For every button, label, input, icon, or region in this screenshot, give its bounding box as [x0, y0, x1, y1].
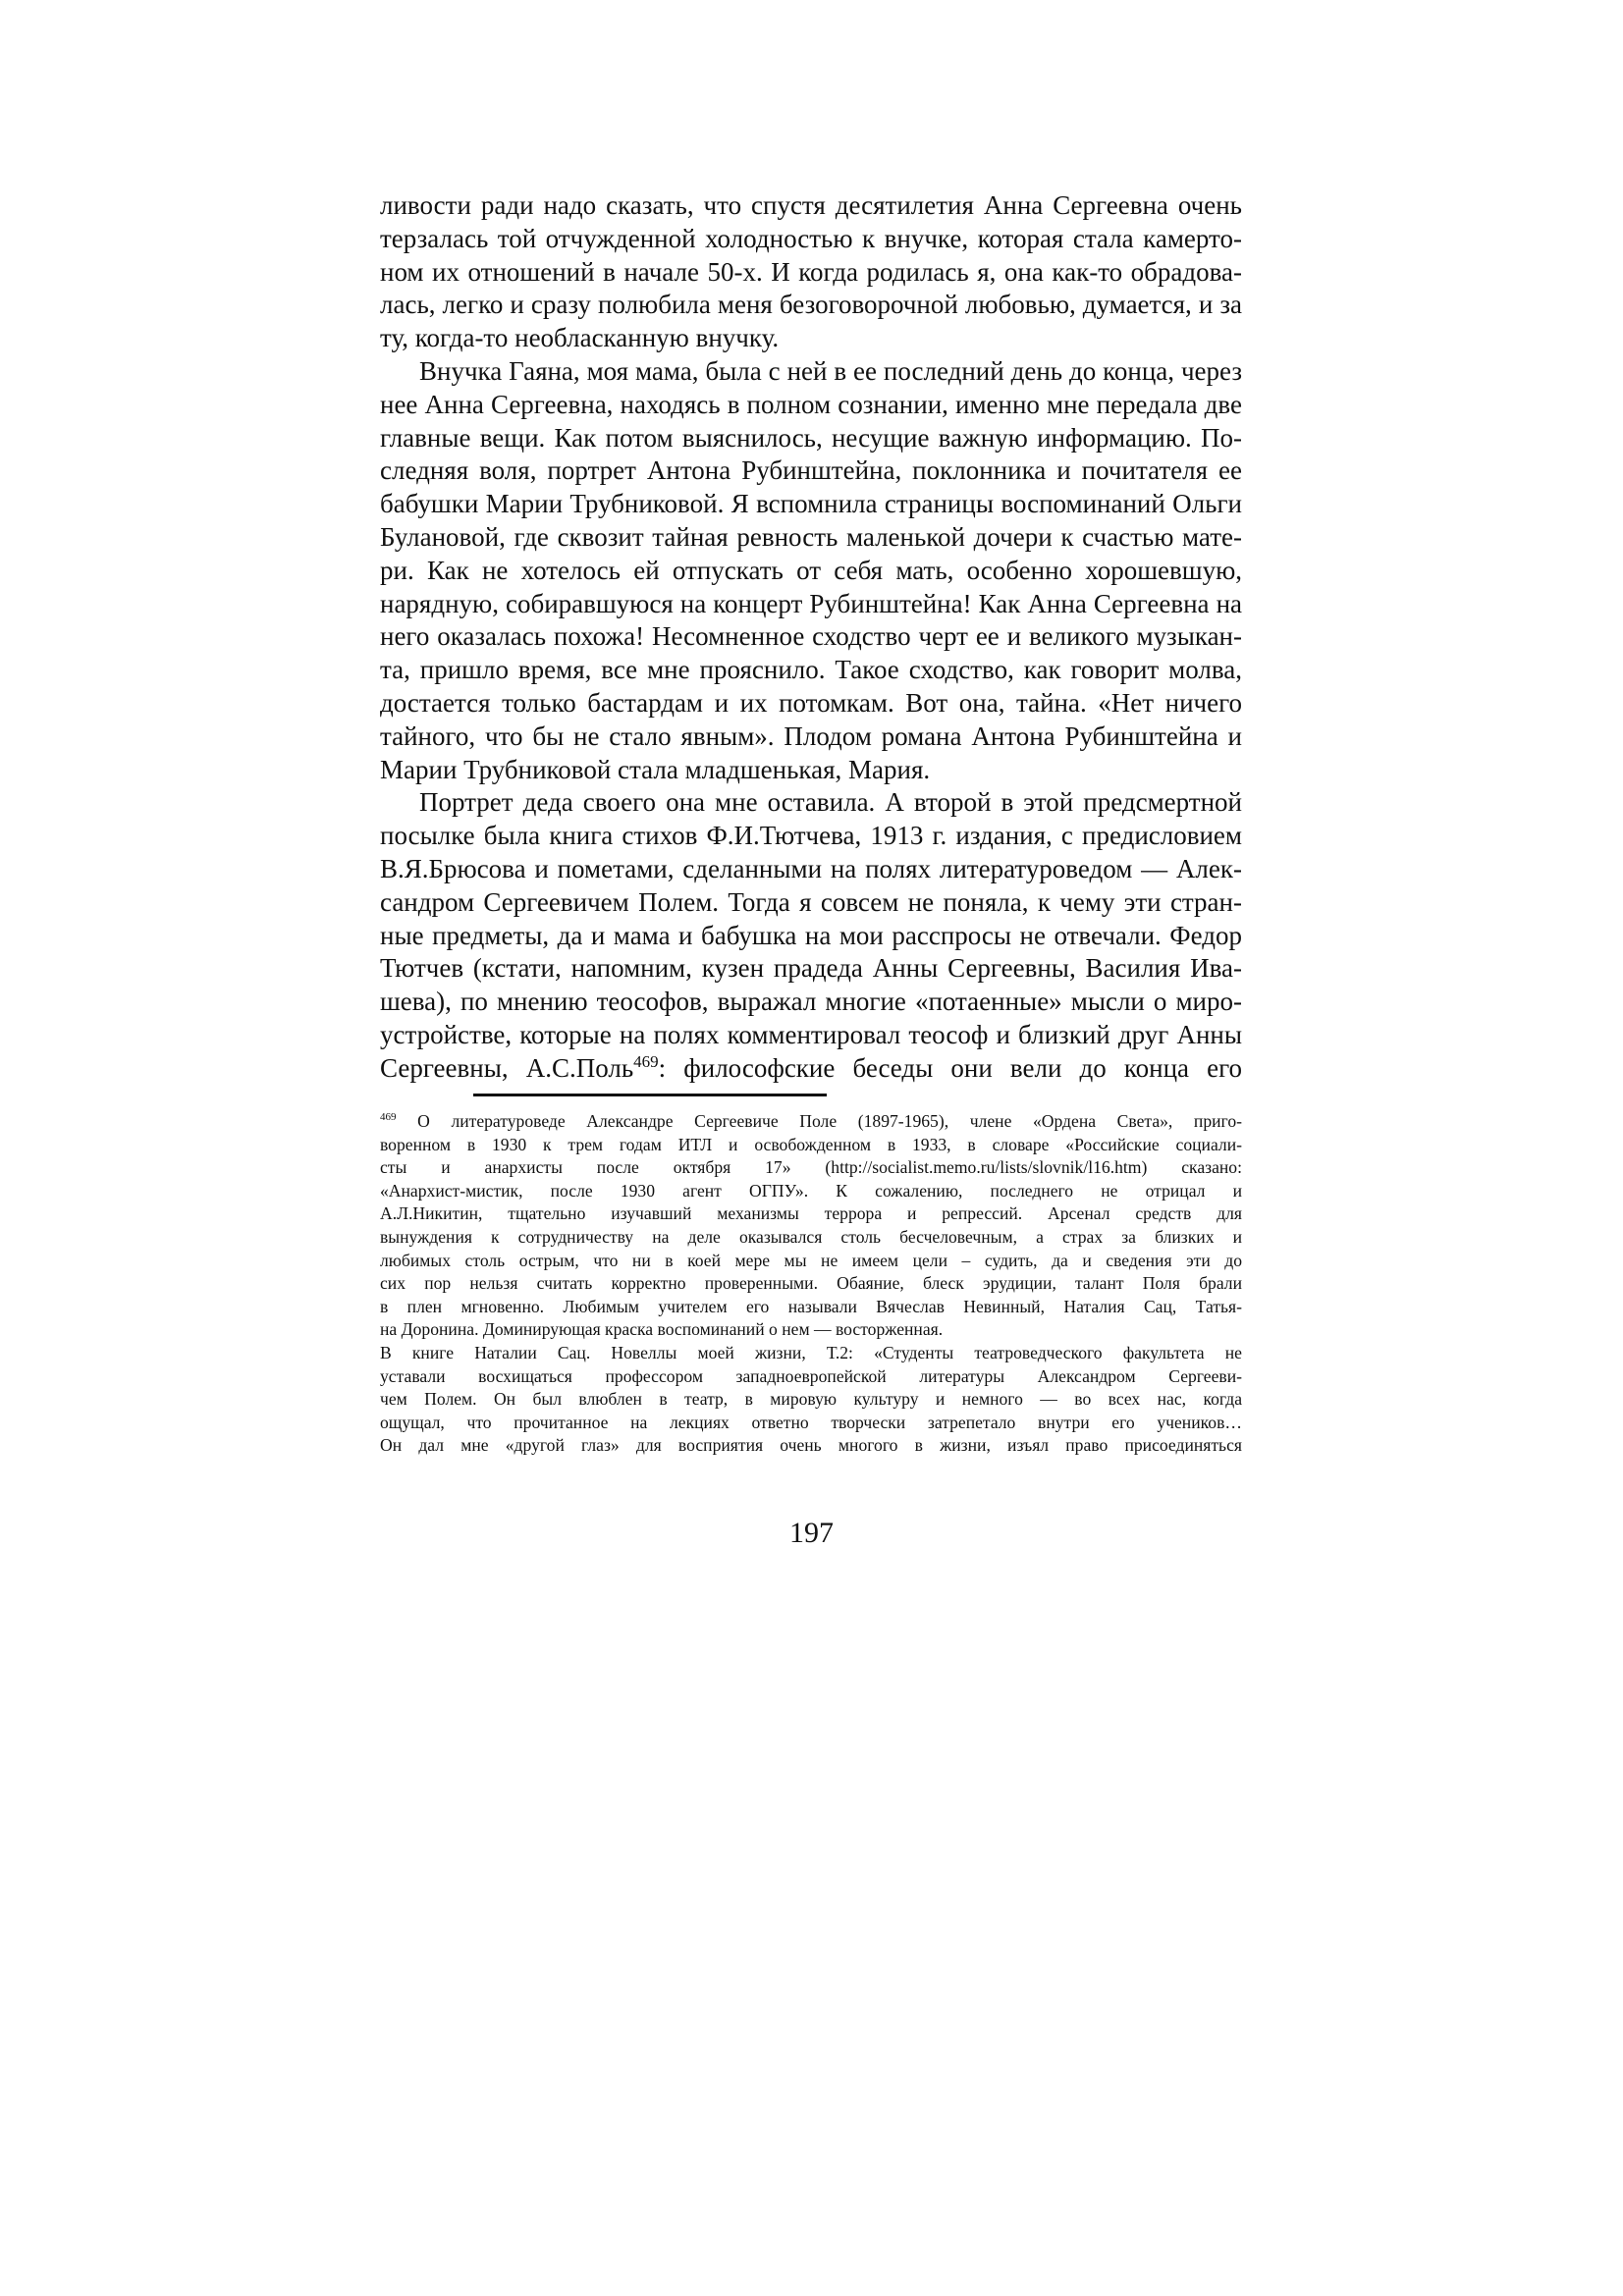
- text-line: [380, 1052, 1242, 1086]
- footnote-line: любимых столь острым, что ни в коей мере мы не имеем цели – судить, да и сведения эти до: [380, 1250, 1242, 1270]
- footnote-line: сих пор нельзя считать корректно проверенными. Обаяние, блеск эрудиции, талант Поля брали: [380, 1273, 1242, 1294]
- text-line: лась, легко и сразу полюбила меня безоговорочной любовью, думается, и за: [380, 290, 1242, 320]
- footnotes: [380, 1110, 1242, 1458]
- text-line: посылке была книга стихов Ф.И.Тютчева, 1913 г. издания, с предисловием: [380, 821, 1242, 851]
- text-line: Марии Трубниковой стала младшенькая, Мария.: [380, 754, 931, 784]
- footnote-line: вынуждения к сотрудничеству на деле оказывался столь бесчеловечным, а страх за близких и: [380, 1226, 1242, 1247]
- text-line: шева), по мнению теософов, выражал многие «потаенные» мысли о миро-: [380, 987, 1242, 1017]
- text-line: устройстве, которые на полях комментировал теософ и близкий друг Анны: [380, 1019, 1242, 1049]
- footnote-text: О литературоведе Александре Сергеевиче Поле (1897-1965), члене «Ордена Света», приго-: [396, 1111, 1242, 1131]
- footnote-line: А.Л.Никитин, тщательно изучавший механизмы террора и репрессий. Арсенал средств для: [380, 1203, 1242, 1224]
- text-line: та, пришло время, все мне прояснило. Такое сходство, как говорит молва,: [380, 655, 1242, 685]
- text-line: бабушки Марии Трубниковой. Я вспомнила страницы воспоминаний Ольги: [380, 489, 1242, 519]
- text-fragment: : философские беседы они вели до конца его: [658, 1052, 1242, 1083]
- text-line: ном их отношений в начале 50-х. И когда родилась я, она как-то обрадова-: [380, 256, 1242, 287]
- text-line: Тютчев (кстати, напомним, кузен прадеда Анны Сергеевны, Василия Ива-: [380, 953, 1242, 984]
- text-line: главные вещи. Как потом выяснилось, несущие важную информацию. По-: [380, 422, 1242, 453]
- text-line: него оказалась похожа! Несомненное сходство черт ее и великого музыкан-: [380, 621, 1242, 652]
- text-line: тайного, что бы не стало явным». Плодом романа Антона Рубинштейна и: [380, 721, 1242, 751]
- footnote-line: сты и анархисты после октября 17» (http://socialist.memo.ru/lists/slovnik/l16.htm) сказано:: [380, 1157, 1242, 1178]
- text-line: ливости ради надо сказать, что спустя десятилетия Анна Сергеевна очень: [380, 190, 1242, 220]
- footnote-line: на Доронина. Доминирующая краска воспоминаний о нем — восторженная.: [380, 1319, 944, 1340]
- text-line: нарядную, собиравшуюся на концерт Рубинштейна! Как Анна Сергеевна на: [380, 588, 1242, 618]
- text-line: Булановой, где сквозит тайная ревность маленькой дочери к счастью мате-: [380, 521, 1242, 552]
- paragraph-3: [380, 786, 1242, 1085]
- footnote-line: чем Полем. Он был влюблен в театр, в мировую культуру и немного — во всех нас, когда: [380, 1389, 1242, 1410]
- page-number: 197: [789, 1517, 834, 1549]
- footnote-line: [380, 1110, 1242, 1134]
- text-line: достается только бастардам и их потомкам. Вот она, тайна. «Нет ничего: [380, 687, 1242, 718]
- text-line: нее Анна Сергеевна, находясь в полном сознании, именно мне передала две: [380, 389, 1242, 419]
- footnote-line: «Анархист-мистик, после 1930 агент ОГПУ». К сожалению, последнего не отрицал и: [380, 1180, 1242, 1201]
- text-line: следняя воля, портрет Антона Рубинштейна, поклонника и почитателя ее: [380, 455, 1242, 486]
- footnote-number: 469: [380, 1111, 397, 1124]
- main-text: [380, 189, 1242, 1086]
- text-line: терзалась той отчужденной холодностью к внучке, которая стала камерто-: [380, 223, 1242, 253]
- footnote-line: Он дал мне «другой глаз» для восприятия очень многого в жизни, изъял право присоединяться: [380, 1435, 1242, 1456]
- paragraph-2: [380, 355, 1242, 786]
- footnote-line: ощущал, что прочитанное на лекциях ответно творчески затрепетало внутри его учеников…: [380, 1412, 1242, 1432]
- text-line: сандром Сергеевичем Полем. Тогда я совсем не поняла, к чему эти стран-: [380, 886, 1242, 917]
- text-line: ри. Как не хотелось ей отпускать от себя мать, особенно хорошевшую,: [380, 555, 1242, 585]
- text-line: ту, когда-то необласканную внучку.: [380, 323, 780, 353]
- text-line: Портрет деда своего она мне оставила. А второй в этой предсмертной: [419, 787, 1242, 818]
- paragraph-1: [380, 189, 1242, 355]
- text-line: Внучка Гаяна, моя мама, была с ней в ее последний день до конца, через: [419, 355, 1242, 386]
- text-line: ные предметы, да и мама и бабушка на мои расспросы не отвечали. Федор: [380, 920, 1242, 950]
- footnote-reference[interactable]: 469: [633, 1051, 659, 1071]
- footnote-line: в плен мгновенно. Любимым учителем его называли Вячеслав Невинный, Наталия Сац, Татья-: [380, 1296, 1242, 1316]
- footnote-line: В книге Наталии Сац. Новеллы моей жизни, Т.2: «Студенты театроведческого факультета не: [380, 1342, 1242, 1362]
- footnote-line: воренном в 1930 к трем годам ИТЛ и освобожденном в 1933, в словаре «Российские социали-: [380, 1134, 1242, 1154]
- footnote-line: уставали восхищаться профессором западноевропейской литературы Александром Сергееви-: [380, 1365, 1242, 1386]
- text-line: В.Я.Брюсова и пометами, сделанными на полях литературоведом — Алек-: [380, 853, 1242, 883]
- text-fragment: Сергеевны, А.С.Поль: [380, 1052, 634, 1083]
- footnote-separator: [473, 1094, 827, 1096]
